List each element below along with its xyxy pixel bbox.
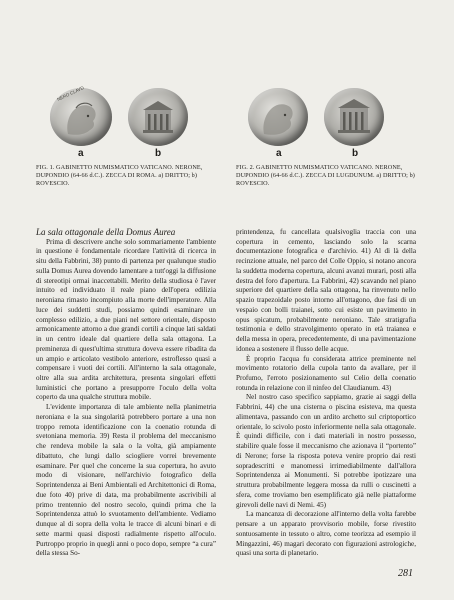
left-column (36, 228, 216, 559)
coin-obverse-fig2 (248, 88, 308, 146)
paragraph: Nel nostro caso specifico sappiamo, grazie ai saggi della Fabbrini, 44) che una cisterna o piscina esisteva, ma questa alimentava, passando con un ardito archetto sul criptoportico orientale, lo scivolo posto inferiormente nella sala ottagonale. È quindi difficile, con i dati materiali in nostro possesso, stabilire quale fosse il meccanismo che azionava il “portento” di Nerone; forse la risposta poteva venire proprio dai resti sopradescritti e manomessi irrimediabilmente dall'allora Soprintendenza ai Monumenti. Si potrebbe ipotizzare una struttura probabilmente leggera mossa da rulli o cuscinetti a sfera, come troviamo ben esemplificato già nelle piattaforme girevoli delle navi di Nemi. 45) (236, 393, 416, 509)
paragraph: È proprio l'acqua fu considerata attrice preminente nel movimento rotatorio della cupola tanto da avallare, per il Profumo, l'erroto posizionamento sul Celio della coenatio rotunda in relazione con il ninfeo del Claudianum. 43) (236, 354, 416, 392)
coin-reverse-fig2 (324, 88, 384, 146)
figure2-letter-b: b (352, 148, 359, 159)
coin-legend: NERO CLAVD (56, 85, 85, 102)
nero-portrait-icon (248, 88, 308, 146)
figure1-caption: FIG. 1. GABINETTO NUMISMATICO VATICANO. NERONE, DUPONDIO (64-66 d.C.). ZECCA DI ROMA. a) DRITTO; b) ROVESCIO. (36, 164, 203, 187)
coin-obverse-fig1 (50, 85, 112, 146)
figure1-letter-b: b (155, 148, 162, 159)
coin-reverse-fig1 (128, 88, 188, 146)
section-title: La sala ottagonale della Domus Aurea (36, 227, 176, 237)
temple-icon (128, 88, 188, 146)
paragraph: L'evidente importanza di tale ambiente nella planimetria neroniana e la sua singolarità potrebbero portare a una non troppo remota identificazione con la coenatio rotunda di svetoniana memoria. 39) Resta il problema del meccanismo che rendeva mobile la sala o la volta, già ampiamente dibattuto, che lungi dallo sciogliere vorrei brevemente esaminare. Per quel che concerne la sua copertura, ho avuto modo di visionare, nell'archivio fotografico della Soprintendenza ai Beni Ambientali ed Architettonici di Roma, due foto 40) prive di data, ma probabilmente ascrivibili al primo trentennio del nostro secolo, quindi prima che la Soprintendenza attuò lo svuotamento dell'ambiente. Vediamo dunque al di sopra della volta le tracce di alcuni binari e di sette marmi quasi disposti radialmente rispetto all'oculo. Purtroppo proprio in quegli anni o poco dopo, sempre “a cura” della stessa So- (36, 403, 216, 558)
paragraph: La mancanza di decorazione all'interno della volta farebbe pensare a un apparato provvisorio mobile, forse rivestito sontuosamente in tessuto o altro, come teorizza ad esempio il Mingazzini, 46) magari decorato con figurazioni astrologiche, quasi una sorta di planetario. (236, 510, 416, 558)
figure1-letter-a: a (78, 148, 84, 159)
paragraph: printendenza, fu cancellata qualsivoglia traccia con una copertura in cemento, lasciando solo la scarna documentazione fotografica e d'archivio. 41) Al di là della recinzione attuale, nel parco del Colle Oppio, si notano ancora la suddetta moderna copertura, alcuni avanzi murari, posti alla destra del foro d'apertura. La Fabbrini, 42) scavando nel piano superiore del quartiere della sala ottagona, ha rinvenuto nello spazio trapezoidale posto intorno all'ottagono, due fasi di un vespaio con bolli traianei, sotto cui esiste un pavimento in opus spicatum, probabilmente neroniano. Tale stratigrafia testimonia e dello stravolgimento operato in età traianea e della messa in opera, precedentemente, di una pavimentazione idonea a sostenere il flusso delle acque. (236, 228, 416, 353)
figure2-letter-a: a (276, 148, 282, 159)
page-number: 281 (398, 568, 413, 579)
figure2-caption: FIG. 2. GABINETTO NUMISMATICO VATICANO. NERONE, DUPONDIO (64-66 d.C.). ZECCA DI LUGDUNUM. a) DRITTO; b) ROVESCIO. (236, 164, 415, 187)
paragraph: Prima di descrivere anche solo sommariamente l'ambiente in questione è fondamentale ricordare l'attività di ricerca in situ della Fabbrini, 38) punto di partenza per qualunque studio sulla Domus Aurea dovendo lamentare a tutt'oggi la diffusione di stereotipi ormai inaccettabili. Merito della studiosa è l'aver intuito ed individuato il reale piano dell'opera edilizia neroniana rimasto incompiuto alla morte dell'imperatore. Alla luce dei suddetti studi, possiamo quindi esaminare un complesso edilizio, a due piani nel settore orientale, disposto armonicamente attorno a due grandi cortili a cinque lati saldati in un centro ideale dal quartiere della sala ottagona. La preminenza di quest'ultima struttura doveva essere ribadita da un ampio e articolato vestibolo anteriore, estroflesso quasi a compensare i vuoti dei cortili. All'interno la sala ottagonale, oltre alla sua ardita architettura, presenta singolari effetti luministici che portano a presupporre l'oculo della volta coperto da una qualche struttura mobile. (36, 237, 216, 402)
temple-icon (324, 88, 384, 146)
right-column (236, 228, 416, 559)
